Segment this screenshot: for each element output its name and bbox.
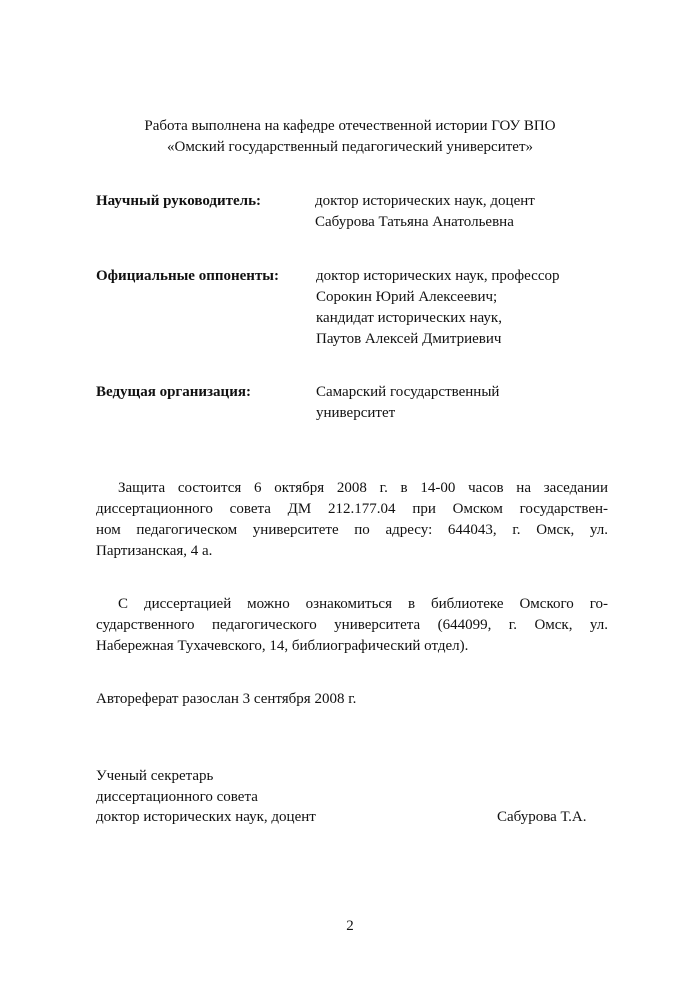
opponents-value [316, 266, 560, 350]
leading-org-label: Ведущая организация: [96, 384, 251, 400]
opponent-line: кандидат исторических наук, [316, 310, 502, 326]
defense-line: Партизанская, 4 а. [96, 543, 213, 559]
intro-line-2: «Омский государственный педагогический университет» [166, 139, 534, 155]
supervisor-label: Научный руководитель: [96, 193, 261, 209]
opponent-line: Сорокин Юрий Алексеевич; [316, 289, 498, 305]
opponents-label: Официальные оппоненты: [96, 268, 280, 284]
page-number: 2 [346, 918, 354, 934]
library-paragraph [96, 594, 608, 657]
library-line: Набережная Тухачевского, 14, библиографический отдел). [96, 638, 469, 654]
intro-line-1: Работа выполнена на кафедре отечественной истории ГОУ ВПО [144, 118, 556, 134]
supervisor-line: Сабурова Татьяна Анатольевна [315, 214, 514, 230]
opponent-line: Паутов Алексей Дмитриевич [316, 331, 502, 347]
library-line: сударственного педагогического университета (644099, г. Омск, ул. [96, 617, 608, 633]
supervisor-value [315, 191, 535, 233]
secretary-title-line-1: Ученый секретарь [96, 768, 214, 784]
secretary-title-line-3: доктор исторических наук, доцент [96, 809, 316, 825]
leading-org-value [316, 382, 499, 424]
defense-line: диссертационного совета ДМ 212.177.04 при Омском государствен- [96, 501, 608, 517]
opponent-line: доктор исторических наук, профессор [316, 268, 560, 284]
defense-paragraph [96, 478, 608, 562]
intro-block [0, 116, 700, 158]
secretary-name: Сабурова Т.А. [497, 809, 587, 825]
leading-org-line: Самарский государственный [316, 384, 500, 400]
supervisor-line: доктор исторических наук, доцент [315, 193, 535, 209]
library-line: С диссертацией можно ознакомиться в библиотеке Омского го- [118, 596, 608, 612]
abstract-sent-line: Автореферат разослан 3 сентября 2008 г. [96, 691, 357, 707]
leading-org-line: университет [316, 405, 396, 421]
defense-line: Защита состоится 6 октября 2008 г. в 14-00 часов на заседании [118, 480, 608, 496]
defense-line: ном педагогическом университете по адресу: 644043, г. Омск, ул. [96, 522, 608, 538]
secretary-title-line-2: диссертационного совета [96, 789, 258, 805]
